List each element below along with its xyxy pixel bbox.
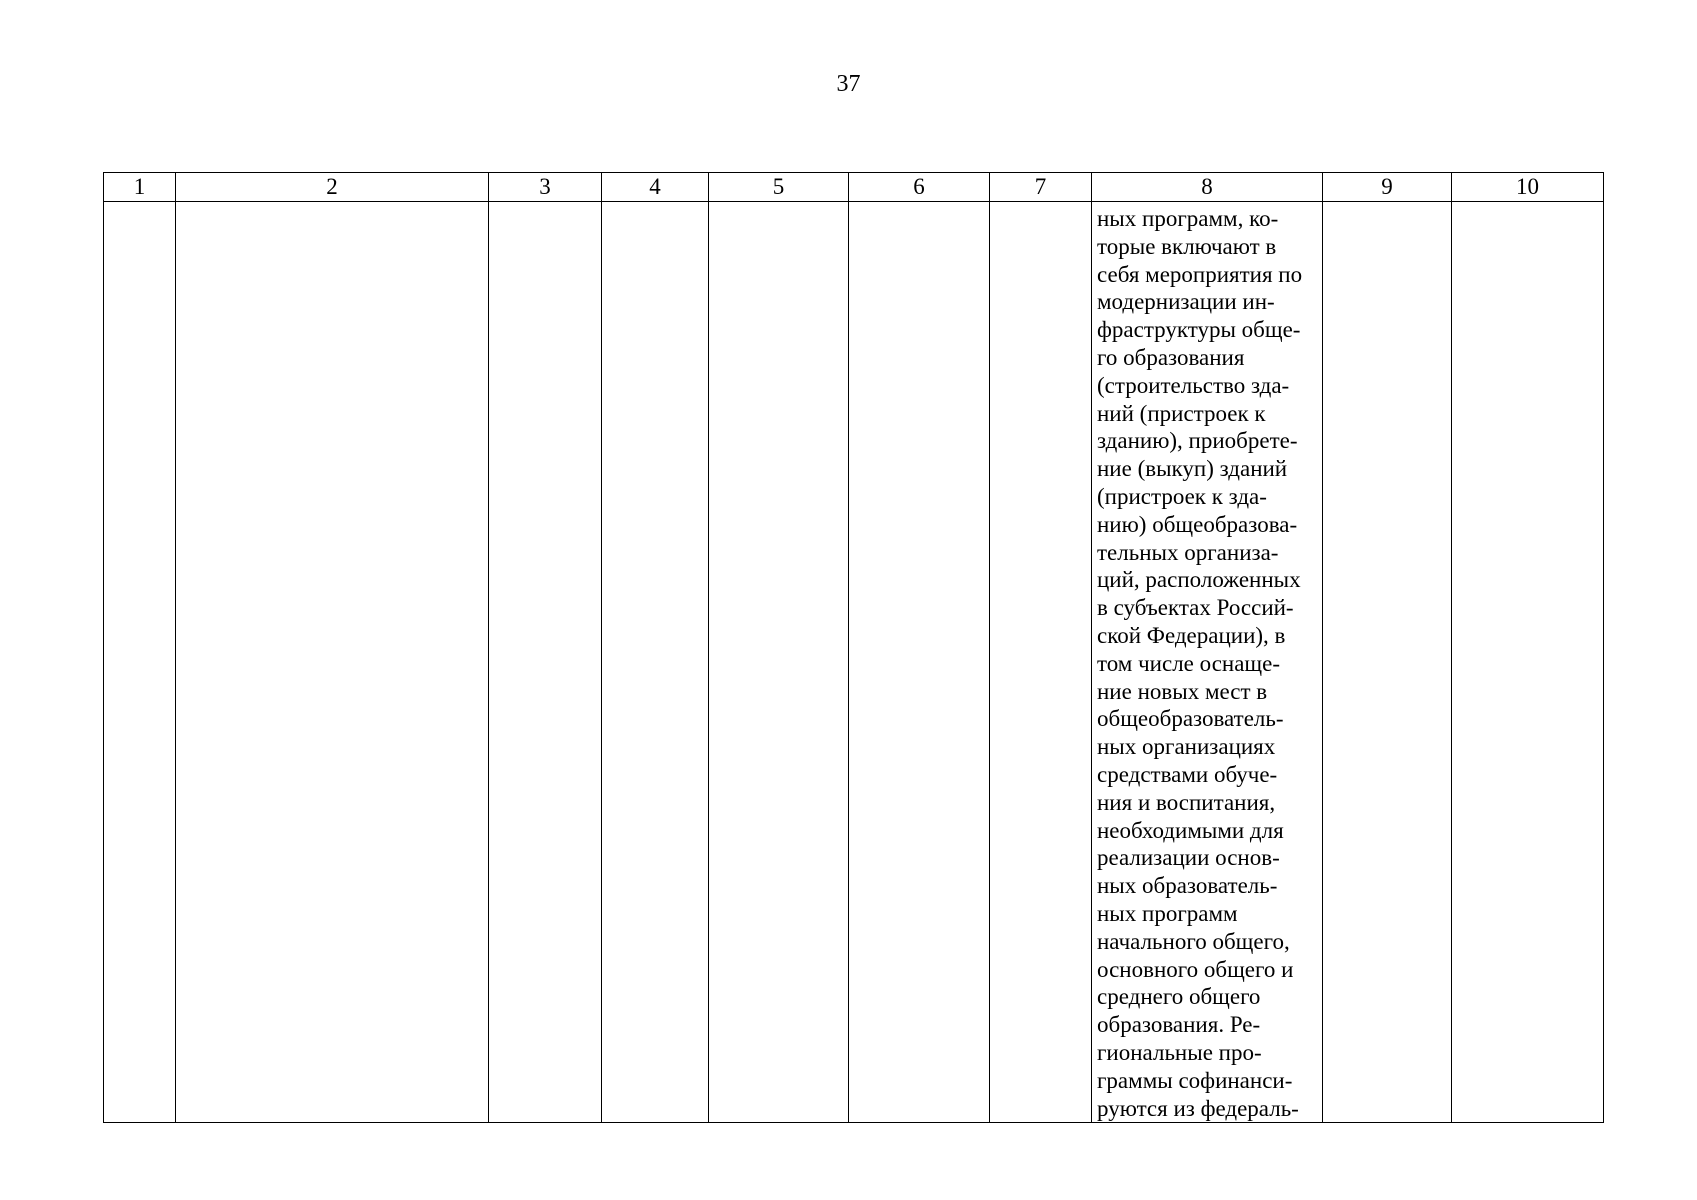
cell-col-2 [176, 202, 489, 1123]
text-line: образования. Ре- [1097, 1012, 1261, 1038]
text-line: граммы софинанси- [1097, 1067, 1293, 1093]
text-line: ния и воспитания, [1097, 789, 1276, 815]
column-header-9: 9 [1323, 173, 1452, 202]
text-line: (строительство зда- [1097, 372, 1290, 398]
cell-col-5 [709, 202, 849, 1123]
column-header-5: 5 [709, 173, 849, 202]
text-line: ний (пристроек к [1097, 400, 1266, 426]
text-line: основного общего и [1097, 956, 1294, 982]
text-line: ных программ, ко- [1097, 206, 1279, 231]
column-number-row [104, 173, 1604, 202]
text-line: модернизации ин- [1097, 289, 1275, 315]
text-line: нию) общеобразова- [1097, 511, 1298, 537]
text-line: необходимыми для [1097, 817, 1284, 843]
column-header-6: 6 [849, 173, 990, 202]
text-line: зданию), приобрете- [1097, 428, 1298, 454]
text-line: ние новых мест в [1097, 678, 1268, 704]
text-line: реализации основ- [1097, 845, 1280, 871]
text-line: начального общего, [1097, 928, 1290, 954]
column-header-8: 8 [1092, 173, 1323, 202]
column-header-4: 4 [602, 173, 709, 202]
text-line: гиональные про- [1097, 1039, 1262, 1065]
text-line: себя мероприятия по [1097, 261, 1303, 287]
text-line: том числе оснаще- [1097, 650, 1281, 676]
cell-col-8 [1092, 202, 1323, 1123]
cell-col-4 [602, 202, 709, 1123]
text-line: ных образователь- [1097, 873, 1278, 899]
text-line: общеобразователь- [1097, 706, 1284, 732]
text-line: средствами обуче- [1097, 761, 1278, 787]
cell-col-1 [104, 202, 176, 1123]
page-number: 37 [836, 71, 861, 97]
text-line: го образования [1097, 344, 1245, 370]
text-line: ской Федерации), в [1097, 622, 1286, 648]
text-line: ние (выкуп) зданий [1097, 456, 1288, 482]
column-header-7: 7 [990, 173, 1092, 202]
col-8-text [1092, 202, 1322, 1122]
text-line: ных организациях [1097, 734, 1276, 760]
text-line: (пристроек к зда- [1097, 483, 1267, 509]
cell-col-3 [489, 202, 602, 1123]
cell-col-9 [1323, 202, 1452, 1123]
text-line: среднего общего [1097, 984, 1261, 1010]
cell-col-7 [990, 202, 1092, 1123]
column-header-3: 3 [489, 173, 602, 202]
column-header-1: 1 [104, 173, 176, 202]
text-line: фраструктуры обще- [1097, 317, 1301, 343]
cell-col-10 [1452, 202, 1604, 1123]
column-header-10: 10 [1452, 173, 1604, 202]
text-line: торые включают в [1097, 233, 1277, 259]
text-line: в субъектах Россий- [1097, 595, 1294, 621]
text-line: ных программ [1097, 900, 1238, 926]
column-header-2: 2 [176, 173, 489, 202]
table-row [104, 202, 1604, 1123]
text-line: ций, расположенных [1097, 567, 1301, 593]
text-line: тельных организа- [1097, 539, 1279, 565]
document-table [103, 172, 1604, 1123]
cell-col-6 [849, 202, 990, 1123]
text-line: руются из федераль- [1097, 1095, 1299, 1121]
